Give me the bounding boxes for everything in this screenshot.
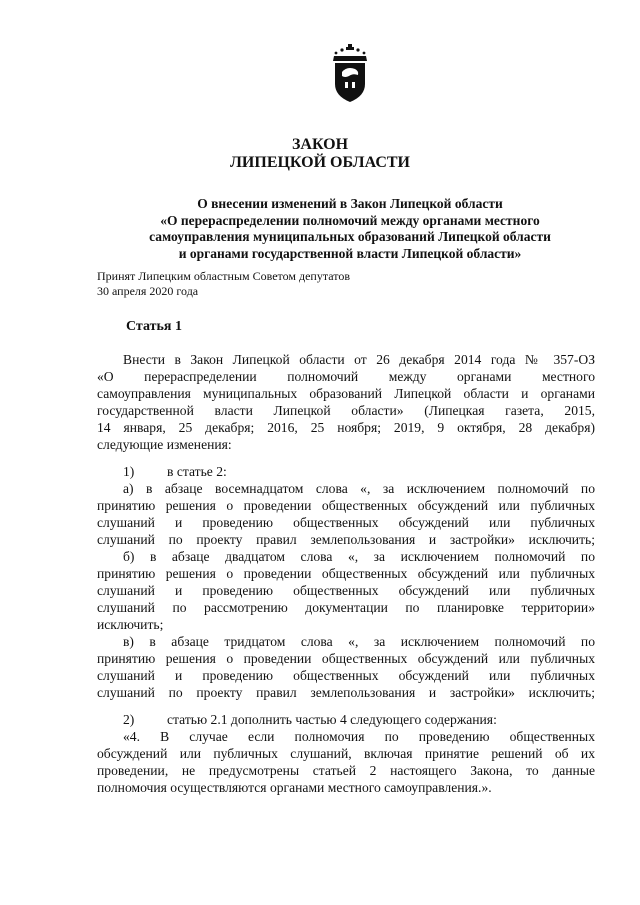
subitem-b-line: принятию решения о проведении общественных обсуждений или публичных bbox=[97, 566, 595, 581]
quote-line: обсуждений или публичных слушаний, включая принятие решений об их bbox=[97, 746, 595, 761]
subitem-c-line: слушаний и проведению общественных обсуждений или публичных bbox=[97, 668, 595, 683]
subitem-b-line: слушаний и проведению общественных обсуждений или публичных bbox=[97, 583, 595, 598]
subitem-a-line: принятию решения о проведении общественных обсуждений или публичных bbox=[97, 498, 595, 513]
subject-line: и органами государственной власти Липецкой области» bbox=[178, 245, 522, 261]
item-text: в статье 2: bbox=[167, 464, 227, 479]
quote-line: полномочия осуществляются органами местного самоуправления.». bbox=[97, 780, 492, 795]
item-number: 2) bbox=[123, 712, 135, 727]
item-2 bbox=[97, 711, 595, 728]
subitem-a-line: а) в абзаце восемнадцатом слова «, за исключением полномочий по bbox=[123, 481, 595, 496]
article-body bbox=[97, 351, 595, 796]
quote-line: проведении, не предусмотрены статьей 2 настоящего Закона, то данные bbox=[97, 763, 595, 778]
subject-line: самоуправления муниципальных образований Липецкой области bbox=[149, 229, 551, 244]
subitem-c-line: слушаний по проекту правил землепользования и застройки» исключить; bbox=[97, 685, 595, 700]
quote-line: «4. В случае если полномочия по проведению общественных bbox=[123, 729, 595, 744]
intro-line: самоуправления муниципальных образований Липецкой области и органами bbox=[97, 386, 595, 401]
subitem-c-line: в) в абзаце тридцатом слова «, за исключением полномочий по bbox=[123, 634, 595, 649]
law-subject bbox=[90, 196, 610, 262]
intro-line: «О перераспределении полномочий между органами местного bbox=[97, 369, 595, 384]
subitem-b-line: слушаний по рассмотрению документации по планировке территории» bbox=[97, 600, 595, 615]
coat-of-arms-icon bbox=[325, 44, 375, 106]
subitem-b-line: б) в абзаце двадцатом слова «, за исключением полномочий по bbox=[123, 549, 595, 564]
subitem-a-line: слушаний по проекту правил землепользования и застройки» исключить; bbox=[97, 532, 595, 547]
article-title: Статья 1 bbox=[126, 319, 182, 334]
item-number: 1) bbox=[123, 464, 135, 479]
coat-of-arms-emblem bbox=[325, 44, 375, 106]
adoption-date: 30 апреля 2020 года bbox=[97, 284, 199, 298]
subitem-a-line: слушаний и проведению общественных обсуждений или публичных bbox=[97, 515, 595, 530]
item-1 bbox=[97, 463, 595, 480]
intro-line: государственной власти Липецкой области» (Липецкая газета, 2015, bbox=[97, 403, 595, 418]
intro-line: Внести в Закон Липецкой области от 26 декабря 2014 года № 357-ОЗ bbox=[123, 352, 595, 367]
subject-line: «О перераспределении полномочий между органами местного bbox=[160, 212, 540, 228]
intro-line: следующие изменения: bbox=[97, 437, 232, 452]
law-heading: ЗАКОН bbox=[291, 136, 349, 153]
intro-line: 14 января, 25 декабря; 2016, 25 ноября; 2019, 9 октября, 28 декабря) bbox=[97, 420, 595, 435]
law-region-heading: ЛИПЕЦКОЙ ОБЛАСТИ bbox=[230, 154, 410, 171]
subject-line: О внесении изменений в Закон Липецкой области bbox=[197, 196, 503, 211]
item-text: статью 2.1 дополнить частью 4 следующего содержания: bbox=[167, 712, 497, 727]
subitem-c-line: принятию решения о проведении общественных обсуждений или публичных bbox=[97, 651, 595, 666]
subitem-b-line: исключить; bbox=[97, 617, 164, 632]
adoption-note bbox=[97, 269, 350, 299]
adoption-body: Принят Липецким областным Советом депутатов bbox=[97, 269, 351, 283]
